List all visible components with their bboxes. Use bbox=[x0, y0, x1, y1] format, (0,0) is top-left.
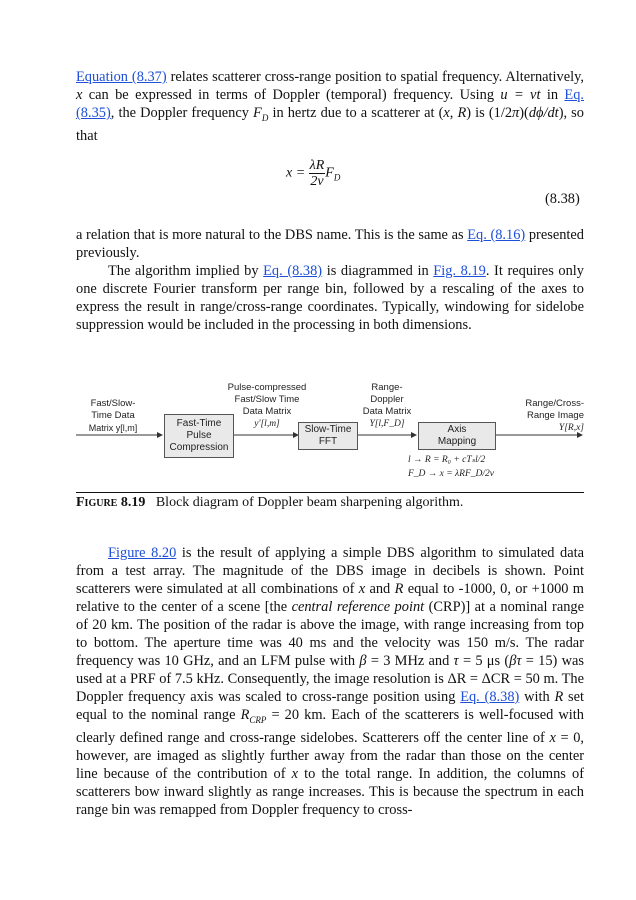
slow-time-fft-box: Slow-Time FFT bbox=[298, 422, 358, 450]
equation-8-38-link[interactable]: Eq. (8.38) bbox=[263, 263, 323, 279]
equation-number: (8.38) bbox=[545, 191, 580, 207]
equation-8-38: x = $\frac{\lambda R}{2v}$ $F_D$ bbox=[286, 158, 341, 189]
equation-lhs: x = bbox=[286, 165, 306, 181]
figure-8-19-link[interactable]: Fig. 8.19 bbox=[433, 263, 486, 279]
caption-rule bbox=[76, 492, 584, 493]
equation-8-38-link-2[interactable]: Eq. (8.38) bbox=[460, 689, 520, 705]
pulse-compressed-label: Pulse-compressed Fast/Slow Time Data Matrix y'[l,m] bbox=[227, 382, 307, 429]
axis-mapping-equations: l → R = R₀ + cTₛl/2 F_D → x = λRF_D/2v bbox=[408, 455, 494, 479]
paragraph-2: a relation that is more natural to the DBS name. This is the same as Eq. (8.16) presented previously. bbox=[76, 227, 584, 261]
figure-caption-text: Block diagram of Doppler beam sharpening algorithm. bbox=[155, 495, 464, 510]
equation-8-37-link[interactable]: Equation (8.37) bbox=[76, 69, 167, 85]
figure-8-20-link[interactable]: Figure 8.20 bbox=[108, 545, 177, 561]
paragraph-4: Figure 8.20 is the result of applying a simple DBS algorithm to simulated data from a test array. The magnitude of the DBS image in decibels is shown. Point scatterers were simulated at all combinations of x and R equal to -1000, 0, or +1000 m relative to the center of a scene [the central reference point (CRP)] at a nominal range of 20 km. The position of the radar is above the image, with range increasing from top to bottom. The aperture time was 40 ms and the velocity was 150 m/s. The radar frequency was 10 GHz, and an LFM pulse with β = 3 MHz and τ = 5 μs (βτ = 15) was used at a PRF of 7.5 kHz. Consequently, the image resolution is ΔR = ΔCR = 50 m. The Doppler frequency axis was scaled to cross-range position using Eq. (8.38) with R set equal to the nominal range $R_{CRP} = 20$ km. Each of the scatterers is well-focused with clearly defined range and cross-range sidelobes. Scatterers off the center line of x = 0, however, are imaged as slightly further away from the radar than those on the center line because of the contribution of x to the total range. In addition, the columns of scatterers bow inward slightly as range increases. This is because the spectrum in each range bin was remapped from Doppler frequency to cross- bbox=[76, 545, 585, 818]
figure-caption-label: Figure 8.19 bbox=[76, 495, 146, 510]
range-doppler-label: Range- Doppler Data Matrix Y[l,F_D] bbox=[362, 382, 412, 429]
input-label: Fast/Slow- Time Data Matrix y[l,m] bbox=[88, 398, 138, 433]
equation-rhs: F bbox=[325, 165, 334, 181]
paragraph-3: The algorithm implied by Eq. (8.38) is diagrammed in Fig. 8.19. It requires only one discrete Fourier transform per range bin, followed by a rescaling of the axes to express the result in range/cross-range coordinates. Typically, windowing for sidelobe suppression would be included in the processing in both dimensions. bbox=[76, 263, 584, 333]
dbs-block-diagram bbox=[76, 380, 584, 490]
paragraph-1: Equation (8.37) relates scatterer cross-range position to spatial frequency. Alternatively, x can be expressed in terms of Doppler (temporal) frequency. Using u = vt in Eq. (8.35), the Doppler frequency $F_D$ in hertz due to a scatterer at (x, R) is (1/2π)(dϕ/dt), so that bbox=[76, 69, 584, 144]
equation-8-35-link[interactable]: Eq. (8.35) bbox=[76, 87, 584, 121]
equation-8-16-link[interactable]: Eq. (8.16) bbox=[467, 227, 526, 243]
equation-fraction: $\frac{\lambda R}{2v}$ bbox=[309, 158, 325, 189]
axis-mapping-box: Axis Mapping bbox=[418, 422, 496, 450]
figure-caption bbox=[76, 495, 463, 511]
fast-time-pulse-compression-box: Fast-Time Pulse Compression bbox=[164, 414, 234, 458]
output-label: Range/Cross- Range Image Y[R,x] bbox=[525, 398, 584, 433]
